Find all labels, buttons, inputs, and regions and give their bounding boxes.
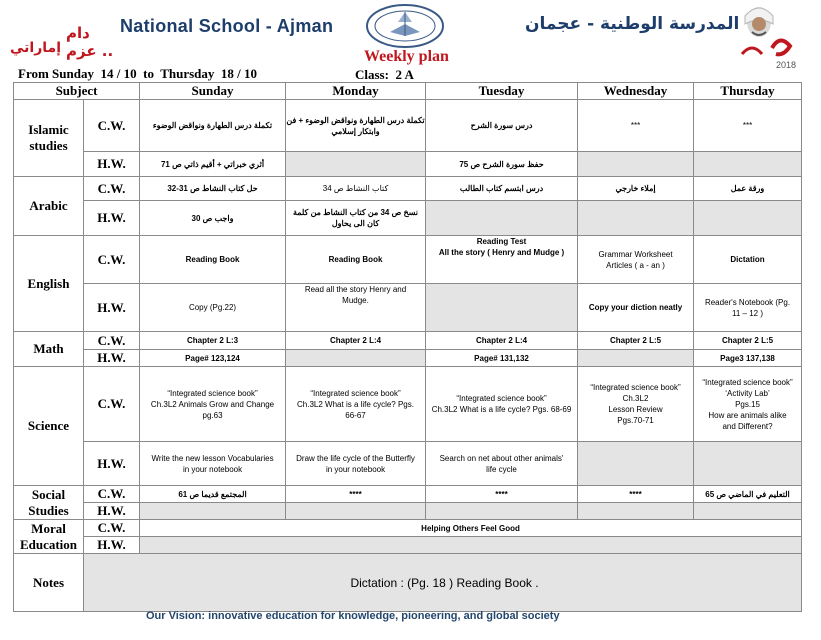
math-cw-thursday: Chapter 2 L:5 [694, 332, 802, 350]
from-label: From Sunday [18, 66, 94, 81]
math-hw-monday [286, 350, 426, 367]
math-hw-tuesday: Page# 131,132 [426, 350, 578, 367]
english-hw-wednesday: Copy your diction neatly [578, 284, 694, 332]
english-cw-sunday: Reading Book [140, 236, 286, 284]
islamic-hw-thursday [694, 152, 802, 177]
hw-label: H.W. [84, 201, 140, 236]
subject-islamic: Islamic studies [14, 100, 84, 177]
cw-label: C.W. [84, 486, 140, 503]
math-cw-wednesday: Chapter 2 L:5 [578, 332, 694, 350]
science-hw-sunday: Write the new lesson Vocabularies in your notebook [140, 442, 286, 486]
english-cw-tuesday: Reading Test All the story ( Henry and Mudge ) [426, 236, 578, 284]
table-row [14, 284, 802, 332]
table-row [14, 537, 802, 554]
arabic-hw-monday: نسخ ص 34 من كتاب النشاط من كلمة كان الى يحاول [286, 201, 426, 236]
cw-label: C.W. [84, 367, 140, 442]
table-row [14, 177, 802, 201]
english-hw-thursday: Reader's Notebook (Pg. 11 – 12 ) [694, 284, 802, 332]
slogan-line-1: دام عزم .. [66, 24, 114, 60]
arabic-hw-sunday: واجب ص 30 [140, 201, 286, 236]
social-cw-sunday: المجتمع قديما ص 61 [140, 486, 286, 503]
subject-arabic: Arabic [14, 177, 84, 236]
hw-label: H.W. [84, 350, 140, 367]
moral-cw-week: Helping Others Feel Good [140, 520, 802, 537]
arabic-hw-tuesday [426, 201, 578, 236]
header-tuesday: Tuesday [426, 83, 578, 100]
english-cw-monday: Reading Book [286, 236, 426, 284]
vision-statement: Our Vision: innovative education for knowledge, pioneering, and global society [146, 610, 560, 622]
table-row [14, 100, 802, 152]
hw-label: H.W. [84, 537, 140, 554]
table-row [14, 442, 802, 486]
subject-moral-education: Moral Education [14, 520, 84, 554]
arabic-hw-thursday [694, 201, 802, 236]
slogan-line-2: إماراتي [10, 40, 62, 56]
table-row [14, 236, 802, 284]
moral-hw-week [140, 537, 802, 554]
cw-label: C.W. [84, 177, 140, 201]
math-cw-tuesday: Chapter 2 L:4 [426, 332, 578, 350]
header-wednesday: Wednesday [578, 83, 694, 100]
table-row [14, 486, 802, 503]
to-label: to Thursday [143, 66, 215, 81]
date-range [18, 66, 257, 82]
islamic-cw-tuesday: درس سورة الشرح [426, 100, 578, 152]
math-hw-thursday: Page3 137,138 [694, 350, 802, 367]
math-cw-sunday: Chapter 2 L:3 [140, 332, 286, 350]
school-name-english: National School - Ajman [120, 16, 334, 36]
uae-slogan-logo [4, 18, 116, 60]
social-cw-thursday: التعليم في الماضي ص 65 [694, 486, 802, 503]
arabic-cw-sunday: حل كتاب النشاط ص 31-32 [140, 177, 286, 201]
islamic-cw-sunday: تكملة درس الطهارة ونواقض الوضوء [140, 100, 286, 152]
cw-label: C.W. [84, 520, 140, 537]
islamic-hw-wednesday [578, 152, 694, 177]
arabic-cw-monday: كتاب النشاط ص 34 [286, 177, 426, 201]
social-hw-monday [286, 503, 426, 520]
table-row [14, 332, 802, 350]
header-subject: Subject [14, 83, 140, 100]
notes-cell [84, 554, 802, 612]
hw-label: H.W. [84, 503, 140, 520]
subject-social-studies: Social Studies [14, 486, 84, 520]
class-label: Class: [355, 67, 389, 82]
hw-label: H.W. [84, 442, 140, 486]
science-cw-monday: “Integrated science book” Ch.3L2 What is a life cycle? Pgs. 66-67 [286, 367, 426, 442]
subject-science: Science [14, 367, 84, 486]
science-hw-wednesday [578, 442, 694, 486]
table-row [14, 152, 802, 177]
class-info [355, 67, 414, 83]
arabic-hw-wednesday [578, 201, 694, 236]
table-row [14, 554, 802, 612]
islamic-cw-thursday: *** [694, 100, 802, 152]
plan-title: Weekly plan [364, 48, 449, 65]
science-hw-thursday [694, 442, 802, 486]
table-header-row [14, 83, 802, 100]
social-hw-wednesday [578, 503, 694, 520]
english-cw-wednesday: Grammar Worksheet Articles ( a - an ) [578, 236, 694, 284]
subject-english: English [14, 236, 84, 332]
table-row [14, 350, 802, 367]
social-hw-thursday [694, 503, 802, 520]
hw-label: H.W. [84, 284, 140, 332]
science-hw-tuesday: Search on net about other animals' life cycle [426, 442, 578, 486]
class-value: 2 A [395, 67, 414, 82]
islamic-hw-tuesday: حفظ سورة الشرح ص 75 [426, 152, 578, 177]
year-of-zayed-logo [732, 2, 802, 70]
cw-label: C.W. [84, 100, 140, 152]
math-hw-wednesday [578, 350, 694, 367]
islamic-cw-wednesday: *** [578, 100, 694, 152]
header-sunday: Sunday [140, 83, 286, 100]
table-row [14, 503, 802, 520]
islamic-hw-sunday: أثري خبراتي + أقيم ذاتي ص 71 [140, 152, 286, 177]
arabic-cw-thursday: ورقة عمل [694, 177, 802, 201]
social-cw-wednesday: **** [578, 486, 694, 503]
social-cw-tuesday: **** [426, 486, 578, 503]
school-name-arabic: المدرسة الوطنية - عجمان [525, 14, 740, 34]
weekly-plan-table [13, 82, 802, 612]
table-row [14, 201, 802, 236]
science-cw-wednesday: “Integrated science book” Ch.3L2 Lesson Review Pgs.70-71 [578, 367, 694, 442]
math-hw-sunday: Page# 123,124 [140, 350, 286, 367]
arabic-cw-tuesday: درس ابتسم كتاب الطالب [426, 177, 578, 201]
header-monday: Monday [286, 83, 426, 100]
zayed-year: 2018 [776, 60, 797, 70]
cw-label: C.W. [84, 236, 140, 284]
science-cw-thursday: “Integrated science book” ‘Activity Lab’ Pgs.15 How are animals alike and Different? [694, 367, 802, 442]
science-cw-sunday: “Integrated science book” Ch.3L2 Animals Grow and Change pg.63 [140, 367, 286, 442]
arabic-cw-wednesday: إملاء خارجي [578, 177, 694, 201]
hw-label: H.W. [84, 152, 140, 177]
to-date: 18 / 10 [220, 66, 258, 81]
english-hw-monday: Read all the story Henry and Mudge. [286, 284, 426, 332]
english-hw-sunday: Copy (Pg.22) [140, 284, 286, 332]
islamic-cw-monday: تكملة درس الطهارة ونواقض الوضوء + فن وابتكار إسلامي [286, 100, 426, 152]
cw-label: C.W. [84, 332, 140, 350]
english-hw-tuesday [426, 284, 578, 332]
table-row [14, 367, 802, 442]
social-hw-tuesday [426, 503, 578, 520]
notes-text: Dictation : (Pg. 18 ) Reading Book . [350, 575, 539, 590]
science-hw-monday: Draw the life cycle of the Butterfly in your notebook [286, 442, 426, 486]
from-date: 14 / 10 [100, 66, 137, 81]
social-cw-monday: **** [286, 486, 426, 503]
subject-math: Math [14, 332, 84, 367]
subject-notes: Notes [14, 554, 84, 612]
islamic-hw-monday [286, 152, 426, 177]
science-cw-tuesday: “Integrated science book” Ch.3L2 What is a life cycle? Pgs. 68-69 [426, 367, 578, 442]
english-cw-thursday: Dictation [694, 236, 802, 284]
math-cw-monday: Chapter 2 L:4 [286, 332, 426, 350]
table-row [14, 520, 802, 537]
header-thursday: Thursday [694, 83, 802, 100]
social-hw-sunday [140, 503, 286, 520]
